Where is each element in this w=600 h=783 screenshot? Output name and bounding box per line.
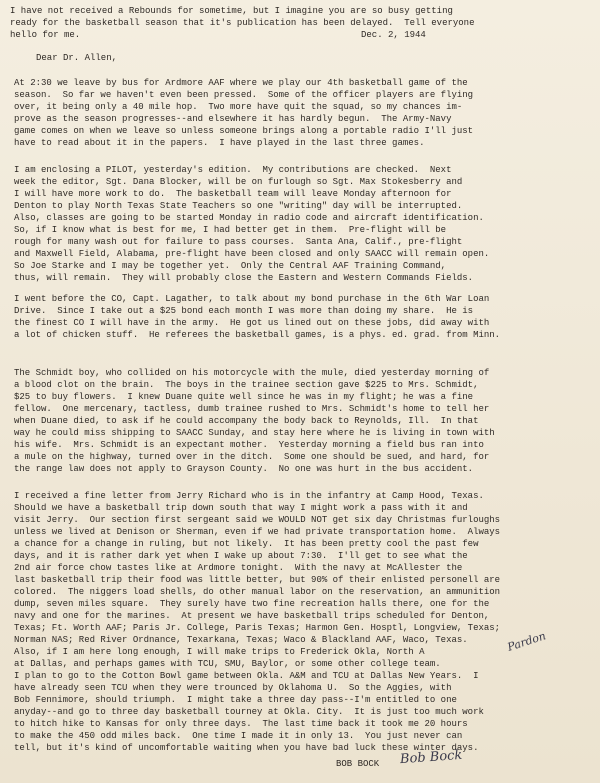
top-note: I have not received a Rebounds for sometime, but I imagine you are so busy getting ready for the basketball season that it's publication has been delayed. Tell everyone hello for me. bbox=[10, 6, 475, 40]
handwritten-annotation: Pardon bbox=[505, 629, 548, 654]
letter-date: Dec. 2, 1944 bbox=[361, 30, 426, 40]
salutation: Dear Dr. Allen, bbox=[36, 53, 118, 63]
typed-closing: BOB BOCK bbox=[336, 759, 380, 769]
handwritten-signature: Bob Bock bbox=[399, 747, 463, 768]
paragraph-schmidt-accident: The Schmidt boy, who collided on his motorcycle with the mule, died yesterday morning of a blood clot on the brain. The boys in the trainee section gave $225 to Mrs. Schmidt, $25 to buy flowers. I knew Duane quite well since he was in my flight; he was a fine fellow. One mercenary, tactless, dumb trainee rushed to Mrs. Schmidt's home to tell her when Duane died, to ask if he could accompany the body back to Reynolds, Ill. In that way he could miss shipping to SAACC Sunday, and stay here where he is living in town with his wife. Mrs. Schmidt is an expectant mother. Yesterday morning a field bus ran into a mule on the highway, turned over in the ditch. Some one should be sued, and hard, for the range law does not apply to Grayson County. No one was hurt in the bus accident. bbox=[14, 368, 495, 474]
paragraph-basketball-trip: At 2:30 we leave by bus for Ardmore AAF where we play our 4th basketball game of the season. So far we haven't even been pressed. Some of the officer players are flying over, it being only a 40 mile hop. Two more have quit the squad, so my chances im- prove as the season progresses--and elsewhere it has hardly begun. The Army-Navy game comes on when we leave so unless someone brings along a portable radio I'll just have to read about it in the papers. I have played in the last three games. bbox=[14, 78, 474, 148]
paragraph-bond-purchase: I went before the CO, Capt. Lagather, to talk about my bond purchase in the 6th War Loan Drive. Since I take out a $25 bond each month I was more than doing my share. He is the finest CO I will have in the army. He got us lined out on these jobs, did away with a lot of chicken stuff. He referees the basketball games, is a phys. ed. grad. from Minn. bbox=[14, 294, 501, 340]
paragraph-pilot-edition: I am enclosing a PILOT, yesterday's edition. My contributions are checked. Next week the editor, Sgt. Dana Blocker, will be on furlough so Sgt. Max Stokesberry and I will have more work to do. The basketball team will leave Monday afternoon for Denton to play North Texas State Teachers so one "writing" day will be interrupted. Also, classes are going to be started Monday in radio code and aircraft identification. So, if I know what is best for me, I had better get in them. Pre-flight will be rough for many wash out for failure to pass courses. Santa Ana, Calif., pre-flight and Maxwell Field, Alabama, pre-flight have been closed and only SAACC will remain open. So Joe Starke and I may be together yet. Only the Central AAF Training Command, thus, will remain. They will probably close the Eastern and Western Commands Fields. bbox=[14, 165, 490, 283]
paragraph-jerry-richard: I received a fine letter from Jerry Richard who is in the infantry at Camp Hood, Texas. Should we have a basketball trip down south that way I might work a pass with it and visit Jerry. Our section first sergeant said we WOULD NOT get six day Christmas furloughs unless we lived at Denison or Sherman, even if we had private transportation home. Always a chance for a change in ruling, but not likely. It has been pretty cool the past few days, and it is rather dark yet when I wake up about 7:30. I'll get to see what the 2nd air force chow tastes like at Ardmore tonight. With the navy at McAllester the last basketball trip their food was little better, but 90% of their enlisted personell are colored. The niggers load shells, do other manual labor on the reservation, an ammunition dump, seven miles square. They surely have two fine recreation halls there, one for the navy and one for the marines. At present we have basketball trips scheduled for Denton, Texas; Ft. Worth AAF; Paris Jr. College, Paris Texas; Harmon Gen. Hosptl, Longview, Texas; Norman NAS; Red River Ordnance, Texarkana, Texas; Waco & Blackland AAF, Waco, Texas. Also, if I am here long enough, I will make trips to Frederick Okla, North A at Dallas, and perhaps games with TCU, SMU, Baylor, or some other college team. I plan to go to the Cotton Bowl game between Okla. A&M and TCU at Dallas New Years. I have already seen TCU when they were trounced by Oklahoma U. So the Aggies, with Bob Fennimore, should triumph. I might take a three day pass--I'm entitled to one anyday--and go to three day basketball tourney at Okla. City. It is just too much work to hitch hike to Kansas for only three days. The last time back it took me 20 hours to make the 450 odd miles back. One time I made it in only 13. You just never can tell, but it's kind of uncomfortable waiting when you have bad luck these winter days. bbox=[14, 491, 501, 753]
